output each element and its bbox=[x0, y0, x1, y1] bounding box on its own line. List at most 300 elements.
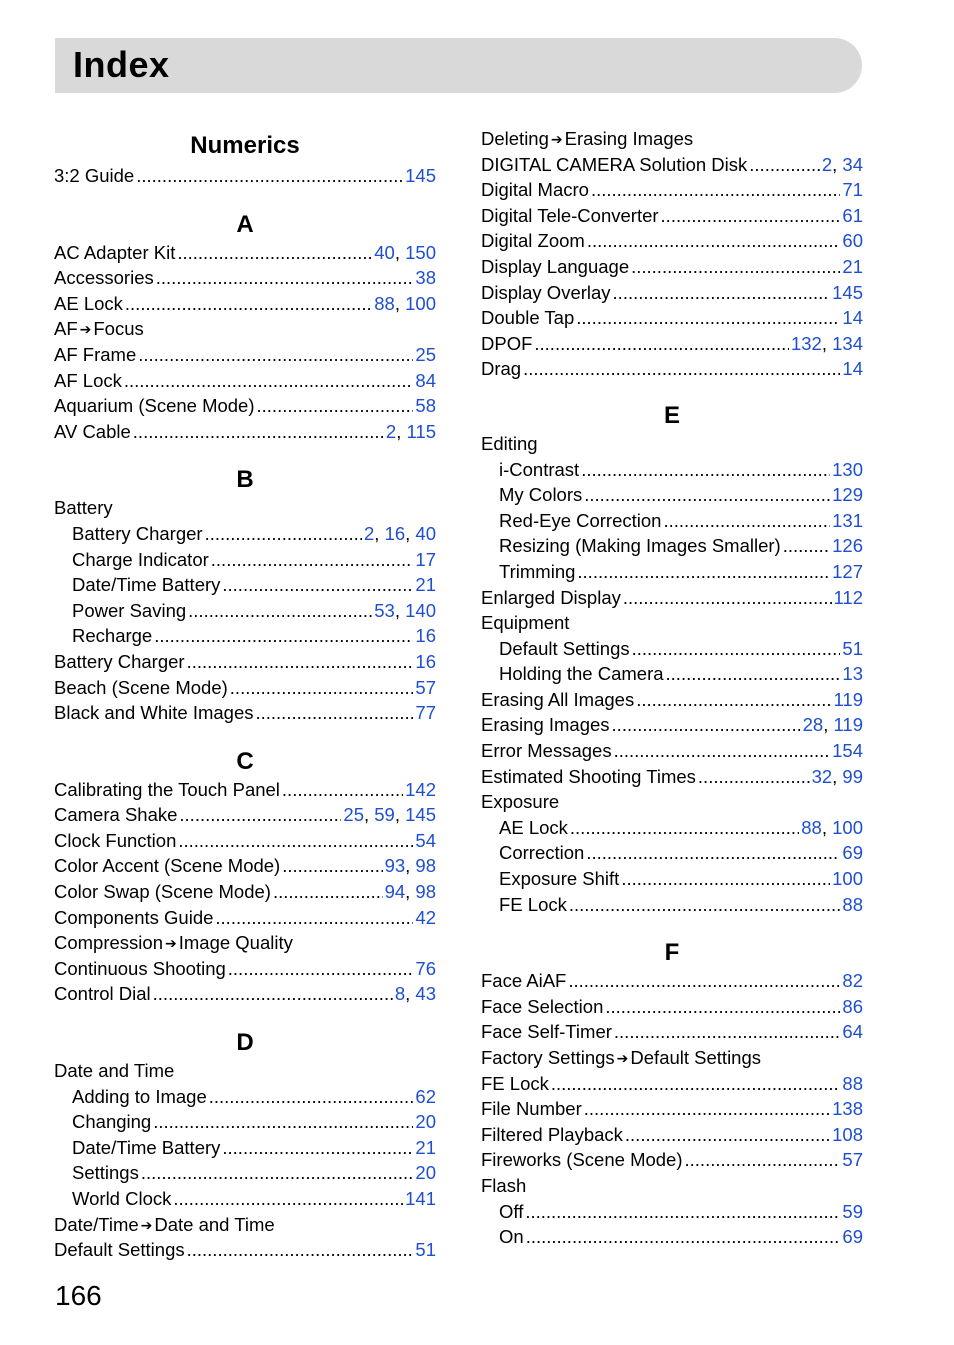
page-references bbox=[832, 561, 863, 583]
page-references bbox=[415, 702, 436, 724]
page-link[interactable]: 84 bbox=[415, 369, 436, 391]
entry-label: Estimated Shooting Times bbox=[481, 765, 696, 787]
entry-label: Changing bbox=[72, 1111, 152, 1133]
entry-label: Date and Time bbox=[54, 1060, 175, 1082]
entry-label: Editing bbox=[481, 432, 538, 454]
page-link[interactable]: 100 bbox=[405, 292, 436, 314]
entry-label: Settings bbox=[72, 1162, 139, 1184]
index-entry bbox=[54, 907, 436, 933]
page-references: 2, 115 bbox=[385, 420, 436, 442]
page-references bbox=[415, 958, 436, 980]
index-entry bbox=[481, 766, 863, 792]
leader-dots bbox=[273, 881, 383, 903]
page-link[interactable]: 32 bbox=[811, 765, 833, 787]
page-link[interactable]: 145 bbox=[832, 281, 863, 303]
page-link[interactable]: 42 bbox=[415, 906, 436, 928]
page-references bbox=[842, 179, 863, 201]
page-link[interactable]: 59 bbox=[374, 804, 395, 826]
entry-label: Camera Shake bbox=[54, 804, 178, 826]
page-references: 94, 98 bbox=[384, 881, 436, 903]
index-entry bbox=[54, 702, 436, 728]
page-references bbox=[415, 344, 436, 366]
entry-label: Equipment bbox=[481, 612, 570, 634]
entry-label: Adding to Image bbox=[72, 1085, 207, 1107]
page-references bbox=[415, 651, 436, 673]
page-link[interactable]: 127 bbox=[832, 560, 863, 582]
section-heading-e: E bbox=[663, 401, 680, 429]
index-subentry bbox=[481, 817, 863, 843]
section-heading-b: B bbox=[236, 466, 254, 494]
page-references bbox=[832, 484, 863, 506]
page-link[interactable]: 93 bbox=[384, 855, 406, 877]
leader-dots bbox=[632, 638, 841, 660]
page-link[interactable]: 51 bbox=[415, 1239, 436, 1261]
entry-label: Erasing Images bbox=[481, 714, 610, 736]
page-references bbox=[405, 779, 436, 801]
section-heading-numerics: Numerics bbox=[190, 132, 300, 159]
index-subentry bbox=[54, 1188, 436, 1214]
page-link[interactable]: 34 bbox=[842, 153, 863, 175]
entry-label: Deleting bbox=[481, 128, 549, 149]
page-link[interactable]: 43 bbox=[415, 983, 436, 1005]
leader-dots bbox=[282, 855, 382, 877]
entry-label: Default Settings bbox=[499, 637, 630, 659]
page-link[interactable]: 69 bbox=[842, 842, 863, 864]
page-link[interactable]: 57 bbox=[415, 676, 436, 698]
section-heading-f: F bbox=[664, 939, 680, 967]
page-references bbox=[842, 205, 863, 227]
entry-label: Correction bbox=[499, 842, 585, 864]
leader-dots bbox=[526, 1226, 841, 1248]
leader-dots bbox=[255, 702, 413, 724]
entry-label: Filtered Playback bbox=[481, 1123, 623, 1145]
index-subentry bbox=[481, 1226, 863, 1252]
leader-dots bbox=[621, 868, 830, 890]
page-references: 2, 16, 40 bbox=[363, 522, 436, 544]
page-references: 32, 99 bbox=[811, 765, 863, 787]
page-references bbox=[415, 1239, 436, 1261]
page-references: 93, 98 bbox=[384, 855, 436, 877]
index-subentry bbox=[481, 663, 863, 689]
page-references bbox=[842, 358, 863, 380]
page-references bbox=[832, 510, 863, 532]
title-bar bbox=[55, 38, 862, 93]
leader-dots bbox=[523, 358, 840, 380]
leader-dots bbox=[211, 549, 414, 571]
page-link[interactable]: 99 bbox=[842, 765, 863, 787]
index-entry bbox=[54, 242, 436, 268]
leader-dots bbox=[153, 983, 393, 1005]
index-entry bbox=[54, 881, 436, 907]
page-link[interactable]: 77 bbox=[415, 702, 436, 724]
index-column-right bbox=[481, 128, 863, 1252]
page-references bbox=[415, 1111, 436, 1133]
index-entry bbox=[54, 1214, 436, 1240]
leader-dots bbox=[576, 307, 840, 329]
page-link[interactable]: 57 bbox=[842, 1149, 863, 1171]
entry-label: Date/Time Battery bbox=[72, 574, 221, 596]
entry-label: Exposure Shift bbox=[499, 868, 620, 890]
index-entry bbox=[54, 370, 436, 396]
index-entry bbox=[481, 714, 863, 740]
page-link[interactable]: 20 bbox=[415, 1111, 436, 1133]
leader-dots bbox=[187, 651, 414, 673]
page-link[interactable]: 38 bbox=[415, 267, 436, 289]
entry-label: Digital Tele-Converter bbox=[481, 204, 659, 226]
index-entry bbox=[481, 791, 863, 817]
leader-dots bbox=[187, 1239, 414, 1261]
page-link[interactable]: 69 bbox=[842, 1226, 863, 1248]
page-references bbox=[415, 830, 436, 852]
page-references: 88, 100 bbox=[374, 292, 436, 314]
page-link[interactable]: 25 bbox=[343, 804, 364, 826]
entry-label: Charge Indicator bbox=[72, 548, 209, 570]
leader-dots bbox=[568, 970, 840, 992]
page-link[interactable]: 20 bbox=[415, 1162, 436, 1184]
page-link[interactable]: 13 bbox=[842, 663, 863, 685]
page-references bbox=[842, 230, 863, 252]
leader-dots bbox=[569, 894, 841, 916]
see-reference: Focus bbox=[93, 318, 144, 340]
page-references bbox=[842, 1149, 863, 1171]
index-column-left bbox=[54, 128, 436, 1265]
page-references bbox=[415, 1162, 436, 1184]
page-references bbox=[832, 282, 863, 304]
entry-label: Factory Settings bbox=[481, 1047, 615, 1068]
page-link[interactable]: 131 bbox=[832, 509, 863, 531]
entry-label: My Colors bbox=[499, 484, 583, 506]
leader-dots bbox=[605, 996, 840, 1018]
leader-dots bbox=[749, 154, 820, 176]
leader-dots bbox=[179, 804, 341, 826]
page-title: Index bbox=[73, 44, 170, 85]
page-references bbox=[415, 370, 436, 392]
leader-dots bbox=[586, 842, 840, 864]
index-entry bbox=[481, 179, 863, 205]
page-link[interactable]: 14 bbox=[842, 307, 863, 329]
entry-label: AE Lock bbox=[54, 292, 123, 314]
page-references bbox=[832, 868, 863, 890]
index-entry bbox=[481, 128, 863, 154]
index-entry bbox=[481, 1073, 863, 1099]
index-subentry bbox=[481, 459, 863, 485]
page-link[interactable]: 108 bbox=[832, 1123, 863, 1145]
index-entry bbox=[481, 970, 863, 996]
index-entry bbox=[54, 318, 436, 344]
index-subentry bbox=[481, 638, 863, 664]
page-link[interactable]: 59 bbox=[842, 1200, 863, 1222]
entry-label: Erasing All Images bbox=[481, 688, 635, 710]
page-link[interactable]: 17 bbox=[415, 548, 436, 570]
entry-label: Battery Charger bbox=[54, 650, 185, 672]
page-link[interactable]: 119 bbox=[833, 714, 863, 736]
leader-dots bbox=[636, 689, 831, 711]
page-link[interactable]: 100 bbox=[832, 868, 863, 890]
index-entry bbox=[481, 433, 863, 459]
index-subentry bbox=[54, 523, 436, 549]
page-link[interactable]: 58 bbox=[415, 395, 436, 417]
see-reference: Erasing Images bbox=[564, 128, 694, 149]
leader-dots bbox=[205, 523, 362, 545]
leader-dots bbox=[136, 165, 403, 187]
index-subentry bbox=[481, 561, 863, 587]
page-link[interactable]: 98 bbox=[415, 881, 436, 903]
page-references bbox=[842, 1073, 863, 1095]
page-link[interactable]: 62 bbox=[415, 1085, 436, 1107]
see-arrow-icon: ➔ bbox=[616, 1050, 629, 1066]
index-subentry bbox=[54, 1111, 436, 1137]
page-link[interactable]: 16 bbox=[415, 625, 436, 647]
index-entry bbox=[54, 293, 436, 319]
index-subentry bbox=[481, 894, 863, 920]
leader-dots bbox=[666, 663, 841, 685]
entry-label: Face Selection bbox=[481, 995, 604, 1017]
page-link[interactable]: 86 bbox=[842, 995, 863, 1017]
page-references bbox=[415, 677, 436, 699]
entry-label: On bbox=[499, 1226, 524, 1248]
page-references bbox=[405, 1188, 436, 1210]
page-link[interactable]: 100 bbox=[832, 816, 863, 838]
page-references bbox=[842, 1201, 863, 1223]
leader-dots bbox=[698, 766, 810, 788]
page-references bbox=[842, 842, 863, 864]
index-entry bbox=[54, 165, 436, 191]
page-link[interactable]: 21 bbox=[842, 255, 863, 277]
index-entry bbox=[481, 996, 863, 1022]
page-link[interactable]: 40 bbox=[415, 522, 436, 544]
page-references bbox=[832, 1124, 863, 1146]
entry-label: Holding the Camera bbox=[499, 663, 664, 685]
see-arrow-icon: ➔ bbox=[140, 1216, 153, 1233]
page-link[interactable]: 51 bbox=[842, 637, 863, 659]
index-entry bbox=[481, 1149, 863, 1175]
page-link[interactable]: 88 bbox=[801, 816, 822, 838]
page-link[interactable]: 88 bbox=[374, 292, 395, 314]
leader-dots bbox=[209, 1086, 414, 1108]
index-entry bbox=[54, 830, 436, 856]
leader-dots bbox=[783, 535, 830, 557]
page-references bbox=[842, 970, 863, 992]
index-entry bbox=[481, 1098, 863, 1124]
entry-label: File Number bbox=[481, 1098, 582, 1120]
entry-label: Exposure bbox=[481, 791, 560, 813]
page-link[interactable]: 132 bbox=[790, 332, 822, 354]
page-references bbox=[832, 459, 863, 481]
entry-label: Flash bbox=[481, 1174, 527, 1196]
index-subentry bbox=[54, 549, 436, 575]
entry-label: Double Tap bbox=[481, 307, 575, 329]
index-entry bbox=[481, 1021, 863, 1047]
page-link[interactable]: 14 bbox=[842, 358, 863, 380]
page-number: 166 bbox=[55, 1280, 102, 1311]
entry-label: Drag bbox=[481, 358, 522, 380]
page-link[interactable]: 71 bbox=[842, 179, 863, 201]
index-subentry bbox=[54, 1162, 436, 1188]
entry-label: Control Dial bbox=[54, 983, 151, 1005]
entry-label: Trimming bbox=[499, 560, 576, 582]
entry-label: AE Lock bbox=[499, 816, 568, 838]
leader-dots bbox=[230, 677, 414, 699]
leader-dots bbox=[228, 958, 414, 980]
entry-label: Aquarium (Scene Mode) bbox=[54, 395, 255, 417]
entry-label: Red-Eye Correction bbox=[499, 509, 662, 531]
entry-label: Recharge bbox=[72, 625, 153, 647]
leader-dots bbox=[257, 395, 414, 417]
leader-dots bbox=[156, 267, 414, 289]
page-references: 40, 150 bbox=[374, 241, 436, 263]
leader-dots bbox=[153, 1111, 413, 1133]
page-link[interactable]: 82 bbox=[842, 970, 863, 992]
page-link[interactable]: 64 bbox=[842, 1021, 863, 1043]
entry-label: AF Frame bbox=[54, 343, 137, 365]
page-references bbox=[842, 663, 863, 685]
page-link[interactable]: 134 bbox=[832, 332, 863, 354]
see-arrow-icon: ➔ bbox=[79, 321, 92, 338]
entry-label: World Clock bbox=[72, 1188, 172, 1209]
entry-label: Accessories bbox=[54, 267, 154, 289]
leader-dots bbox=[685, 1149, 841, 1171]
page-link[interactable]: 8 bbox=[394, 983, 406, 1005]
entry-label: FE Lock bbox=[499, 893, 567, 915]
index-entry bbox=[54, 677, 436, 703]
page-link[interactable]: 21 bbox=[415, 574, 436, 596]
page-link[interactable]: 53 bbox=[374, 599, 395, 621]
leader-dots bbox=[133, 421, 384, 443]
page-link[interactable]: 129 bbox=[832, 484, 863, 506]
see-arrow-icon: ➔ bbox=[165, 935, 177, 952]
page-link[interactable]: 16 bbox=[415, 650, 436, 672]
page-link[interactable]: 112 bbox=[833, 586, 863, 608]
page-link[interactable]: 88 bbox=[842, 893, 863, 915]
page-references bbox=[832, 1098, 863, 1120]
entry-label: Continuous Shooting bbox=[54, 957, 226, 979]
page-link[interactable]: 21 bbox=[415, 1136, 436, 1158]
entry-label: Color Accent (Scene Mode) bbox=[54, 855, 281, 877]
index-entry bbox=[481, 307, 863, 333]
index-subentry bbox=[481, 510, 863, 536]
entry-label: Display Language bbox=[481, 255, 630, 277]
page-link[interactable]: 115 bbox=[406, 420, 436, 442]
entry-label: Color Swap (Scene Mode) bbox=[54, 881, 271, 903]
page-link[interactable]: 40 bbox=[374, 241, 395, 263]
entry-label: Clock Function bbox=[54, 829, 177, 851]
index-entry bbox=[481, 1047, 863, 1073]
index-subentry bbox=[481, 535, 863, 561]
index-entry bbox=[54, 932, 436, 958]
index-subentry bbox=[54, 1137, 436, 1163]
page-link[interactable]: 142 bbox=[405, 778, 436, 800]
index-entry bbox=[54, 267, 436, 293]
page-references bbox=[415, 395, 436, 417]
page-link[interactable]: 138 bbox=[832, 1098, 863, 1120]
page-link[interactable]: 2 bbox=[363, 522, 375, 544]
page-link[interactable]: 76 bbox=[415, 957, 436, 979]
index-entry bbox=[481, 587, 863, 613]
leader-dots bbox=[591, 179, 840, 201]
index-entry bbox=[54, 855, 436, 881]
leader-dots bbox=[178, 830, 413, 852]
see-reference: Image Quality bbox=[178, 932, 293, 954]
page-link[interactable]: 94 bbox=[384, 881, 406, 903]
page-references bbox=[415, 1086, 436, 1108]
page-link[interactable]: 16 bbox=[384, 522, 406, 544]
leader-dots bbox=[141, 1162, 414, 1184]
leader-dots bbox=[551, 1073, 841, 1095]
section-heading-a: A bbox=[236, 210, 254, 238]
page-references: 25, 59, 145 bbox=[343, 804, 436, 826]
see-reference: Default Settings bbox=[630, 1047, 762, 1068]
page-link[interactable]: 119 bbox=[833, 688, 863, 710]
index-entry bbox=[54, 804, 436, 830]
page-link[interactable]: 88 bbox=[842, 1072, 863, 1094]
entry-label: Default Settings bbox=[54, 1239, 185, 1261]
entry-label: Battery Charger bbox=[72, 522, 203, 544]
leader-dots bbox=[623, 587, 832, 609]
leader-dots bbox=[534, 333, 789, 355]
page-link[interactable]: 140 bbox=[405, 599, 436, 621]
page-references bbox=[415, 574, 436, 596]
leader-dots bbox=[663, 510, 830, 532]
page-link[interactable]: 2 bbox=[821, 153, 833, 175]
index-entry bbox=[481, 282, 863, 308]
page-references bbox=[834, 689, 864, 711]
page-link[interactable]: 126 bbox=[832, 535, 863, 557]
page-link[interactable]: 98 bbox=[415, 855, 436, 877]
index-entry bbox=[481, 612, 863, 638]
page-link[interactable]: 60 bbox=[842, 230, 863, 252]
page-link[interactable]: 150 bbox=[405, 241, 436, 263]
entry-label: AF Lock bbox=[54, 369, 122, 391]
leader-dots bbox=[177, 242, 372, 264]
page-references bbox=[832, 535, 863, 557]
page-link[interactable]: 145 bbox=[405, 165, 436, 186]
index-entry bbox=[54, 983, 436, 1009]
leader-dots bbox=[612, 714, 801, 736]
index-entry bbox=[481, 358, 863, 384]
leader-dots bbox=[631, 256, 840, 278]
entry-label: AV Cable bbox=[54, 420, 131, 442]
leader-dots bbox=[587, 230, 841, 252]
page-references bbox=[415, 267, 436, 289]
index-entry bbox=[54, 395, 436, 421]
page-link[interactable]: 130 bbox=[832, 458, 863, 480]
leader-dots bbox=[613, 282, 831, 304]
page-references bbox=[415, 549, 436, 571]
page-link[interactable]: 154 bbox=[832, 740, 863, 762]
index-subentry bbox=[54, 625, 436, 651]
page-link[interactable]: 25 bbox=[415, 343, 436, 365]
section-heading-d: D bbox=[236, 1029, 254, 1057]
leader-dots bbox=[625, 1124, 830, 1146]
page-link[interactable]: 54 bbox=[415, 829, 436, 851]
page-references bbox=[842, 256, 863, 278]
entry-label: Calibrating the Touch Panel bbox=[54, 778, 280, 800]
entry-label: AF bbox=[54, 318, 78, 340]
page-link[interactable]: 2 bbox=[385, 420, 397, 442]
page-link[interactable]: 61 bbox=[842, 204, 863, 226]
entry-label: Error Messages bbox=[481, 740, 612, 762]
index-entry bbox=[54, 1239, 436, 1265]
page-link[interactable]: 145 bbox=[405, 804, 436, 826]
index-entry bbox=[54, 958, 436, 984]
index-subentry bbox=[481, 842, 863, 868]
index-entry bbox=[54, 1060, 436, 1086]
entry-label: Digital Macro bbox=[481, 179, 589, 201]
page-references: 53, 140 bbox=[374, 599, 436, 621]
page-link[interactable]: 141 bbox=[405, 1188, 436, 1209]
leader-dots bbox=[525, 1201, 840, 1223]
page-link[interactable]: 28 bbox=[802, 714, 824, 736]
